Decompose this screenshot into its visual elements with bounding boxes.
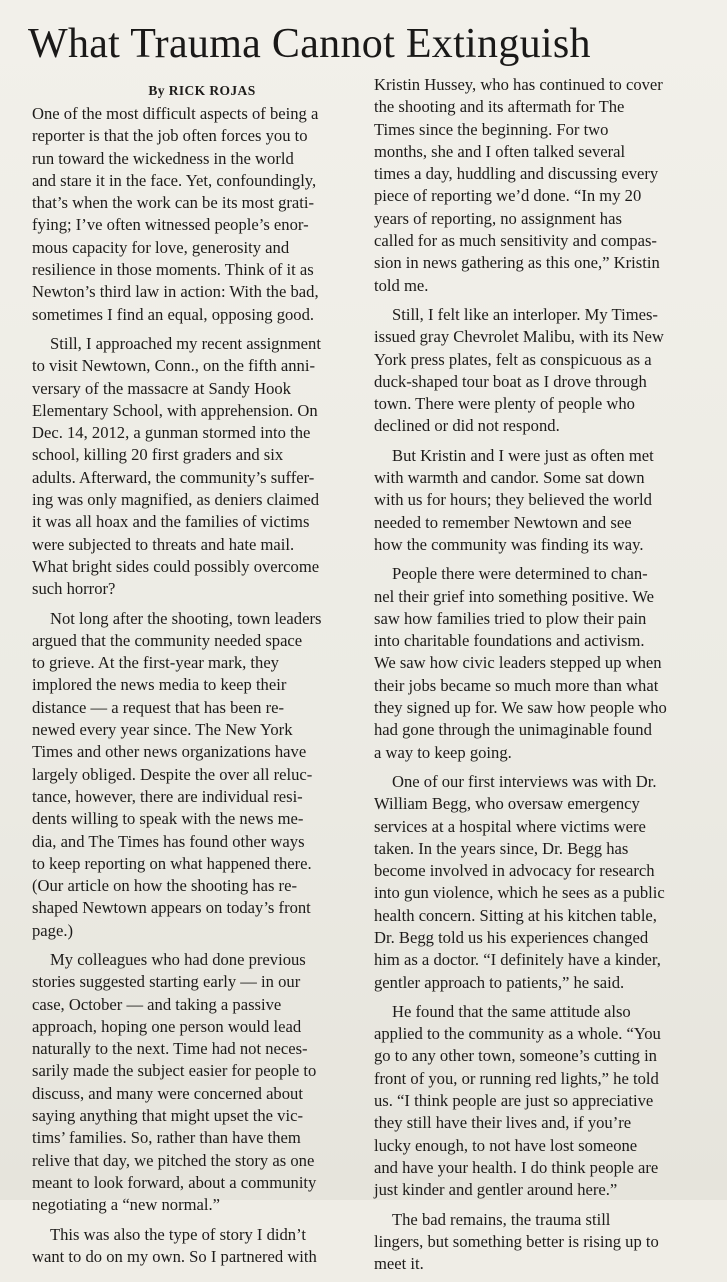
text-line: into charitable foundations and activism. <box>374 631 645 651</box>
text-line: reporter is that the job often forces you to <box>32 126 308 146</box>
text-line: But Kristin and I were just as often met <box>392 445 654 465</box>
text-line: to visit Newtown, Conn., on the fifth anni- <box>32 356 315 376</box>
text-line: What bright sides could possibly overcome <box>32 556 320 576</box>
text-line: us. “I think people are just so appreciative <box>374 1091 654 1111</box>
text-line: sometimes I find an equal, opposing good. <box>32 304 315 324</box>
text-line: Elementary School, with apprehension. On <box>32 400 318 420</box>
text-line: One of the most difficult aspects of being a <box>32 104 319 123</box>
text-line: had gone through the unimaginable found <box>374 720 652 740</box>
text-line: to keep reporting on what happened there. <box>32 853 312 873</box>
text-line: saw how families tried to plow their pain <box>374 608 647 628</box>
text-line: William Begg, who oversaw emergency <box>374 794 640 814</box>
text-line: with us for hours; they believed the world <box>374 490 652 510</box>
paragraph <box>32 1224 372 1269</box>
paragraph <box>32 608 372 942</box>
text-line: Not long after the shooting, town leaders <box>50 608 322 628</box>
text-line: go to any other town, someone’s cutting in <box>374 1046 657 1066</box>
text-line: shaped Newtown appears on today’s front <box>32 898 311 918</box>
text-line: One of our first interviews was with Dr. <box>392 771 657 791</box>
paragraph <box>374 563 706 764</box>
text-line: their jobs became so much more than what <box>374 675 659 695</box>
headline: What Trauma Cannot Extinguish <box>28 21 591 67</box>
text-line: months, she and I often talked several <box>374 141 626 161</box>
text-line: approach, hoping one person would lead <box>32 1016 302 1036</box>
paragraph <box>32 103 372 326</box>
text-line: applied to the community as a whole. “You <box>374 1024 661 1044</box>
text-line: become involved in advocacy for research <box>374 861 655 881</box>
text-line: told me. <box>374 275 429 295</box>
text-line: school, killing 20 first graders and six <box>32 445 284 465</box>
text-line: case, October — and taking a passive <box>32 994 282 1014</box>
text-line: Dec. 14, 2012, a gunman stormed into the <box>32 423 311 443</box>
text-line: and stare it in the face. Yet, confoundingly, <box>32 170 317 190</box>
text-line: The bad remains, the trauma still <box>392 1209 611 1229</box>
text-line: Kristin Hussey, who has continued to cover <box>374 75 663 94</box>
text-line: were subjected to threats and hate mail. <box>32 534 295 554</box>
text-line: issued gray Chevrolet Malibu, with its New <box>374 327 664 347</box>
text-line: lingers, but something better is rising up to <box>374 1231 659 1251</box>
text-line: page.) <box>32 920 73 940</box>
text-line: stories suggested starting early — in our <box>32 972 301 992</box>
text-line: Dr. Begg told us his experiences changed <box>374 927 649 947</box>
text-line: it was all hoax and the families of victims <box>32 512 310 532</box>
text-line: versary of the massacre at Sandy Hook <box>32 378 291 398</box>
text-line: relive that day, we pitched the story as one <box>32 1150 315 1170</box>
text-line: Still, I approached my recent assignment <box>50 333 321 353</box>
paragraph <box>32 333 372 601</box>
text-line: tance, however, there are individual resi- <box>32 786 303 806</box>
text-line: newed every year since. The New York <box>32 720 293 740</box>
text-line: town. There were plenty of people who <box>374 394 635 414</box>
byline: By RICK ROJAS <box>148 83 256 98</box>
text-line: ing was only magnified, as deniers claimed <box>32 490 320 510</box>
paragraph <box>374 445 706 556</box>
text-line: called for as much sensitivity and compas- <box>374 231 657 251</box>
text-line: and have your health. I do think people are <box>374 1157 659 1177</box>
paragraph <box>374 304 706 438</box>
text-line: services at a hospital where victims were <box>374 816 646 836</box>
right-column <box>374 74 706 1282</box>
text-line: lucky enough, to not have lost someone <box>374 1135 638 1155</box>
text-line: We saw how civic leaders stepped up when <box>374 653 662 673</box>
text-line: saying anything that might upset the vic- <box>32 1106 303 1126</box>
text-line: they still have their lives and, if you’re <box>374 1113 632 1133</box>
text-line: People there were determined to chan- <box>392 564 648 584</box>
text-line: implored the news media to keep their <box>32 675 287 695</box>
text-line: This was also the type of story I didn’t <box>50 1224 306 1244</box>
text-line: him as a doctor. “I definitely have a kinder, <box>374 950 661 970</box>
text-line: sion in news gathering as this one,” Kristin <box>374 253 660 273</box>
text-line: negotiating a “new normal.” <box>32 1195 220 1215</box>
text-line: years of reporting, no assignment has <box>374 208 622 228</box>
text-line: (Our article on how the shooting has re- <box>32 876 297 896</box>
left-column-body <box>32 103 372 1268</box>
text-line: into gun violence, which he sees as a public <box>374 883 665 903</box>
text-line: argued that the community needed space <box>32 630 303 650</box>
text-line: My colleagues who had done previous <box>50 949 306 969</box>
text-line: meet it. <box>374 1254 424 1274</box>
text-line: discuss, and many were concerned about <box>32 1083 303 1103</box>
text-line: the shooting and its aftermath for The <box>374 97 625 117</box>
text-line: health concern. Sitting at his kitchen table, <box>374 905 657 925</box>
text-line: resilience in those moments. Think of it as <box>32 260 314 280</box>
text-line: distance — a request that has been re- <box>32 697 285 717</box>
text-line: dents willing to speak with the news me- <box>32 809 304 829</box>
text-line: Still, I felt like an interloper. My Times- <box>392 304 658 324</box>
text-line: Newton’s third law in action: With the bad, <box>32 282 319 302</box>
text-line: Times since the beginning. For two <box>374 119 609 139</box>
text-line: declined or did not respond. <box>374 416 560 436</box>
left-column <box>32 80 372 1275</box>
paragraph <box>374 74 706 297</box>
text-line: want to do on my own. So I partnered with <box>32 1246 317 1266</box>
text-line: meant to look forward, about a community <box>32 1172 317 1192</box>
text-line: gentler approach to patients,” he said. <box>374 972 625 992</box>
text-line: front of you, or running red lights,” he told <box>374 1068 659 1088</box>
text-line: a way to keep going. <box>374 742 512 762</box>
text-line: nel their grief into something positive. We <box>374 586 654 606</box>
text-line: how the community was finding its way. <box>374 534 644 554</box>
text-line: run toward the wickedness in the world <box>32 148 294 168</box>
text-line: duck-shaped tour boat as I drove through <box>374 371 647 391</box>
text-line: York press plates, felt as conspicuous as a <box>374 349 652 369</box>
paragraph <box>374 1209 706 1276</box>
text-line: taken. In the years since, Dr. Begg has <box>374 838 629 858</box>
right-column-body <box>374 74 706 1275</box>
text-line: with warmth and candor. Some sat down <box>374 468 645 488</box>
text-line: piece of reporting we’d done. “In my 20 <box>374 186 642 206</box>
paragraph <box>374 771 706 994</box>
text-line: they signed up for. We saw how people who <box>374 698 667 718</box>
text-line: fying; I’ve often witnessed people’s enor- <box>32 215 309 235</box>
text-line: tims’ families. So, rather than have them <box>32 1128 301 1148</box>
text-line: He found that the same attitude also <box>392 1001 631 1021</box>
text-line: that’s when the work can be its most grati- <box>32 193 315 213</box>
text-line: dia, and The Times has found other ways <box>32 831 305 851</box>
text-line: times a day, huddling and discussing every <box>374 164 659 184</box>
text-line: just kinder and gentler around here.” <box>374 1180 618 1200</box>
text-line: mous capacity for love, generosity and <box>32 237 290 257</box>
paragraph <box>32 949 372 1217</box>
text-line: needed to remember Newtown and see <box>374 512 632 532</box>
text-line: to grieve. At the first-year mark, they <box>32 653 279 673</box>
text-line: Times and other news organizations have <box>32 742 307 762</box>
text-line: largely obliged. Despite the over all reluc- <box>32 764 313 784</box>
text-line: sarily made the subject easier for people to <box>32 1061 317 1081</box>
text-line: such horror? <box>32 579 116 599</box>
paragraph <box>374 1001 706 1202</box>
text-line: naturally to the next. Time had not neces- <box>32 1039 308 1059</box>
text-line: adults. Afterward, the community’s suffer- <box>32 467 315 487</box>
